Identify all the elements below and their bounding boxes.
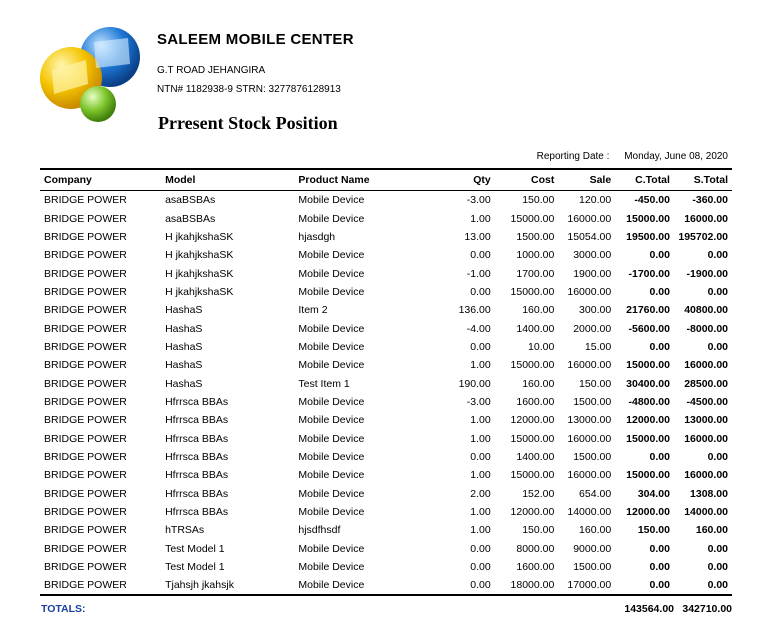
cell-sale: 654.00: [579, 487, 612, 500]
cell-model: hTRSAs: [165, 524, 205, 537]
cell-s-total: 0.00: [707, 561, 728, 574]
cell-qty: 1.00: [470, 524, 491, 537]
col-header-company: Company: [40, 170, 161, 191]
cell-model: HashaS: [165, 359, 203, 372]
cell-qty: 2.00: [470, 487, 491, 500]
cell-s-total: 40800.00: [684, 304, 728, 317]
table-row: [40, 448, 732, 466]
cell-cost: 10.00: [528, 340, 555, 353]
cell-company: BRIDGE POWER: [44, 506, 127, 519]
cell-cost: 1400.00: [516, 322, 555, 335]
cell-s-total: 0.00: [707, 285, 728, 298]
cell-product-name: Test Item 1: [298, 377, 350, 390]
cell-company: BRIDGE POWER: [44, 561, 127, 574]
cell-c-total: 15000.00: [626, 432, 670, 445]
reporting-date: [537, 151, 728, 162]
cell-s-total: 16000.00: [684, 432, 728, 445]
cell-c-total: 150.00: [637, 524, 670, 537]
cell-cost: 150.00: [522, 194, 555, 207]
cell-company: BRIDGE POWER: [44, 450, 127, 463]
cell-sale: 300.00: [579, 304, 612, 317]
cell-s-total: 14000.00: [684, 506, 728, 519]
cell-s-total: 1308.00: [690, 487, 728, 500]
report-title: Prresent Stock Position: [158, 113, 338, 133]
cell-qty: 0.00: [470, 285, 491, 298]
company-name: SALEEM MOBILE CENTER: [157, 31, 354, 48]
cell-model: Hfrrsca BBAs: [165, 487, 229, 500]
cell-product-name: Mobile Device: [298, 432, 365, 445]
cell-qty: 136.00: [458, 304, 491, 317]
cell-cost: 1600.00: [516, 561, 555, 574]
cell-sale: 150.00: [579, 377, 612, 390]
cell-model: H jkahjkshaSK: [165, 285, 234, 298]
col-header-cost: Cost: [495, 170, 559, 191]
col-header-sale: Sale: [558, 170, 615, 191]
cell-c-total: 15000.00: [626, 469, 670, 482]
cell-s-total: 16000.00: [684, 469, 728, 482]
totals-label: TOTALS:: [41, 603, 86, 615]
cell-product-name: Mobile Device: [298, 506, 365, 519]
cell-s-total: 0.00: [707, 340, 728, 353]
col-header-product-name: Product Name: [294, 170, 413, 191]
cell-product-name: hjsdfhsdf: [298, 524, 341, 537]
totals-s-total: 342710.00: [682, 603, 732, 615]
cell-model: HashaS: [165, 322, 203, 335]
cell-sale: 15.00: [584, 340, 612, 353]
cell-sale: 1500.00: [573, 395, 612, 408]
table-row: [40, 411, 732, 429]
totals-c-total: 143564.00: [624, 603, 674, 615]
cell-c-total: 19500.00: [626, 230, 670, 243]
cell-company: BRIDGE POWER: [44, 395, 127, 408]
cell-model: HashaS: [165, 340, 203, 353]
cell-c-total: 0.00: [649, 340, 670, 353]
cell-cost: 160.00: [522, 304, 555, 317]
cell-qty: -4.00: [466, 322, 491, 335]
cell-s-total: 0.00: [707, 579, 728, 592]
cell-cost: 15000.00: [510, 212, 555, 225]
cell-product-name: Mobile Device: [298, 395, 365, 408]
table-row: [40, 356, 732, 374]
table-row: [40, 558, 732, 576]
table-row: [40, 540, 732, 558]
cell-sale: 1500.00: [573, 450, 612, 463]
table-row: [40, 228, 732, 246]
cell-sale: 16000.00: [567, 469, 612, 482]
cell-company: BRIDGE POWER: [44, 432, 127, 445]
table-row: [40, 393, 732, 411]
table-row: [40, 264, 732, 282]
cell-model: Hfrrsca BBAs: [165, 395, 229, 408]
cell-model: asaBSBAs: [165, 212, 216, 225]
cell-sale: 16000.00: [567, 359, 612, 372]
cell-qty: 0.00: [470, 249, 491, 262]
company-address: G.T ROAD JEHANGIRA: [157, 65, 266, 76]
cell-product-name: Mobile Device: [298, 487, 365, 500]
cell-qty: 1.00: [470, 414, 491, 427]
cell-qty: 190.00: [458, 377, 491, 390]
cell-cost: 1500.00: [516, 230, 555, 243]
cell-product-name: Mobile Device: [298, 542, 365, 555]
cell-company: BRIDGE POWER: [44, 285, 127, 298]
cell-product-name: hjasdgh: [298, 230, 336, 243]
cell-sale: 15054.00: [567, 230, 612, 243]
cell-sale: 2000.00: [573, 322, 612, 335]
cell-c-total: 0.00: [649, 450, 670, 463]
table-row: [40, 521, 732, 539]
cell-qty: 1.00: [470, 432, 491, 445]
cell-product-name: Mobile Device: [298, 212, 365, 225]
cell-qty: 1.00: [470, 212, 491, 225]
col-header-qty: Qty: [413, 170, 495, 191]
cell-c-total: 0.00: [649, 249, 670, 262]
cell-c-total: -1700.00: [628, 267, 670, 280]
cell-c-total: 15000.00: [626, 212, 670, 225]
company-logo: [38, 24, 144, 130]
cell-c-total: 30400.00: [626, 377, 670, 390]
cell-cost: 12000.00: [510, 414, 555, 427]
cell-model: Hfrrsca BBAs: [165, 414, 229, 427]
cell-model: H jkahjkshaSK: [165, 267, 234, 280]
cell-c-total: -4800.00: [628, 395, 670, 408]
cell-sale: 14000.00: [567, 506, 612, 519]
cell-sale: 16000.00: [567, 432, 612, 445]
cell-sale: 16000.00: [567, 285, 612, 298]
cell-product-name: Mobile Device: [298, 414, 365, 427]
cell-company: BRIDGE POWER: [44, 487, 127, 500]
cell-company: BRIDGE POWER: [44, 469, 127, 482]
cell-cost: 150.00: [522, 524, 555, 537]
cell-cost: 8000.00: [516, 542, 555, 555]
table-row: [40, 374, 732, 392]
cell-model: Hfrrsca BBAs: [165, 469, 229, 482]
cell-c-total: 15000.00: [626, 359, 670, 372]
cell-cost: 15000.00: [510, 359, 555, 372]
cell-model: Hfrrsca BBAs: [165, 432, 229, 445]
cell-s-total: -360.00: [692, 194, 728, 207]
cell-s-total: -4500.00: [686, 395, 728, 408]
cell-cost: 1000.00: [516, 249, 555, 262]
cell-cost: 15000.00: [510, 285, 555, 298]
cell-model: Hfrrsca BBAs: [165, 506, 229, 519]
cell-model: Test Model 1: [165, 542, 225, 555]
cell-company: BRIDGE POWER: [44, 377, 127, 390]
cell-cost: 18000.00: [510, 579, 555, 592]
cell-sale: 9000.00: [573, 542, 612, 555]
cell-c-total: 12000.00: [626, 506, 670, 519]
cell-sale: 160.00: [579, 524, 612, 537]
cell-model: HashaS: [165, 304, 203, 317]
cell-s-total: 0.00: [707, 249, 728, 262]
cell-sale: 1500.00: [573, 561, 612, 574]
reporting-date-label: Reporting Date :: [536, 151, 610, 162]
cell-s-total: 160.00: [695, 524, 728, 537]
table-row: [40, 209, 732, 227]
cell-model: H jkahjkshaSK: [165, 230, 234, 243]
cell-cost: 12000.00: [510, 506, 555, 519]
cell-product-name: Mobile Device: [298, 267, 365, 280]
cell-cost: 1400.00: [516, 450, 555, 463]
cell-c-total: 0.00: [649, 561, 670, 574]
cell-product-name: Mobile Device: [298, 249, 365, 262]
stock-table: [40, 170, 732, 595]
cell-s-total: -1900.00: [686, 267, 728, 280]
cell-company: BRIDGE POWER: [44, 194, 127, 207]
cell-qty: 0.00: [470, 561, 491, 574]
col-header-c-total: C.Total: [615, 170, 674, 191]
cell-product-name: Item 2: [298, 304, 328, 317]
cell-model: Tjahsjh jkahsjk: [165, 579, 234, 592]
cell-company: BRIDGE POWER: [44, 359, 127, 372]
cell-qty: -1.00: [466, 267, 491, 280]
table-row: [40, 338, 732, 356]
table-row: [40, 576, 732, 594]
cell-company: BRIDGE POWER: [44, 414, 127, 427]
table-row: [40, 246, 732, 264]
cell-product-name: Mobile Device: [298, 285, 365, 298]
reporting-date-value: Monday, June 08, 2020: [624, 151, 728, 162]
table-body: [40, 191, 732, 595]
cell-product-name: Mobile Device: [298, 194, 365, 207]
cell-company: BRIDGE POWER: [44, 212, 127, 225]
table-row: [40, 466, 732, 484]
col-header-s-total: S.Total: [674, 170, 732, 191]
table-row: [40, 485, 732, 503]
col-header-model: Model: [161, 170, 294, 191]
cell-company: BRIDGE POWER: [44, 322, 127, 335]
table-header-row: [40, 170, 732, 191]
cell-qty: 1.00: [470, 506, 491, 519]
cell-qty: -3.00: [466, 194, 491, 207]
cell-s-total: 16000.00: [684, 359, 728, 372]
cell-company: BRIDGE POWER: [44, 230, 127, 243]
cell-qty: 0.00: [470, 340, 491, 353]
cell-qty: -3.00: [466, 395, 491, 408]
cell-c-total: 304.00: [637, 487, 670, 500]
cell-sale: 16000.00: [567, 212, 612, 225]
cell-model: Hfrrsca BBAs: [165, 450, 229, 463]
cell-cost: 152.00: [522, 487, 555, 500]
cell-c-total: 21760.00: [626, 304, 670, 317]
cell-s-total: 195702.00: [678, 230, 728, 243]
cell-sale: 1900.00: [573, 267, 612, 280]
cell-product-name: Mobile Device: [298, 359, 365, 372]
cell-product-name: Mobile Device: [298, 340, 365, 353]
cell-cost: 15000.00: [510, 432, 555, 445]
table-row: [40, 283, 732, 301]
table-row: [40, 301, 732, 319]
ntn-strn-line: NTN# 1182938-9 STRN: 3277876128913: [157, 84, 341, 95]
cell-qty: 0.00: [470, 579, 491, 592]
cell-company: BRIDGE POWER: [44, 267, 127, 280]
cell-c-total: 0.00: [649, 542, 670, 555]
table-row: [40, 319, 732, 337]
cell-cost: 160.00: [522, 377, 555, 390]
cell-sale: 3000.00: [573, 249, 612, 262]
cell-product-name: Mobile Device: [298, 450, 365, 463]
cell-s-total: 28500.00: [684, 377, 728, 390]
cell-qty: 13.00: [464, 230, 491, 243]
table-row: [40, 503, 732, 521]
cell-product-name: Mobile Device: [298, 322, 365, 335]
cell-s-total: 0.00: [707, 450, 728, 463]
cell-s-total: 16000.00: [684, 212, 728, 225]
cell-product-name: Mobile Device: [298, 561, 365, 574]
cell-company: BRIDGE POWER: [44, 542, 127, 555]
cell-s-total: 13000.00: [684, 414, 728, 427]
cell-product-name: Mobile Device: [298, 469, 365, 482]
cell-s-total: -8000.00: [686, 322, 728, 335]
cell-s-total: 0.00: [707, 542, 728, 555]
cell-c-total: -450.00: [634, 194, 670, 207]
cell-qty: 1.00: [470, 469, 491, 482]
cell-cost: 15000.00: [510, 469, 555, 482]
cell-sale: 17000.00: [567, 579, 612, 592]
cell-c-total: 0.00: [649, 579, 670, 592]
totals-rule: [40, 594, 732, 596]
cell-sale: 120.00: [579, 194, 612, 207]
cell-qty: 0.00: [470, 542, 491, 555]
cell-c-total: 0.00: [649, 285, 670, 298]
cell-model: Test Model 1: [165, 561, 225, 574]
cell-model: asaBSBAs: [165, 194, 216, 207]
cell-company: BRIDGE POWER: [44, 340, 127, 353]
cell-company: BRIDGE POWER: [44, 579, 127, 592]
cell-sale: 13000.00: [567, 414, 612, 427]
cell-company: BRIDGE POWER: [44, 249, 127, 262]
cell-company: BRIDGE POWER: [44, 524, 127, 537]
cell-qty: 0.00: [470, 450, 491, 463]
table-row: [40, 429, 732, 447]
cell-model: H jkahjkshaSK: [165, 249, 234, 262]
cell-c-total: 12000.00: [626, 414, 670, 427]
table-row: [40, 191, 732, 210]
cell-product-name: Mobile Device: [298, 579, 365, 592]
cell-model: HashaS: [165, 377, 203, 390]
cell-cost: 1700.00: [516, 267, 555, 280]
cell-company: BRIDGE POWER: [44, 304, 127, 317]
cell-c-total: -5600.00: [628, 322, 670, 335]
cell-cost: 1600.00: [516, 395, 555, 408]
cell-qty: 1.00: [470, 359, 491, 372]
